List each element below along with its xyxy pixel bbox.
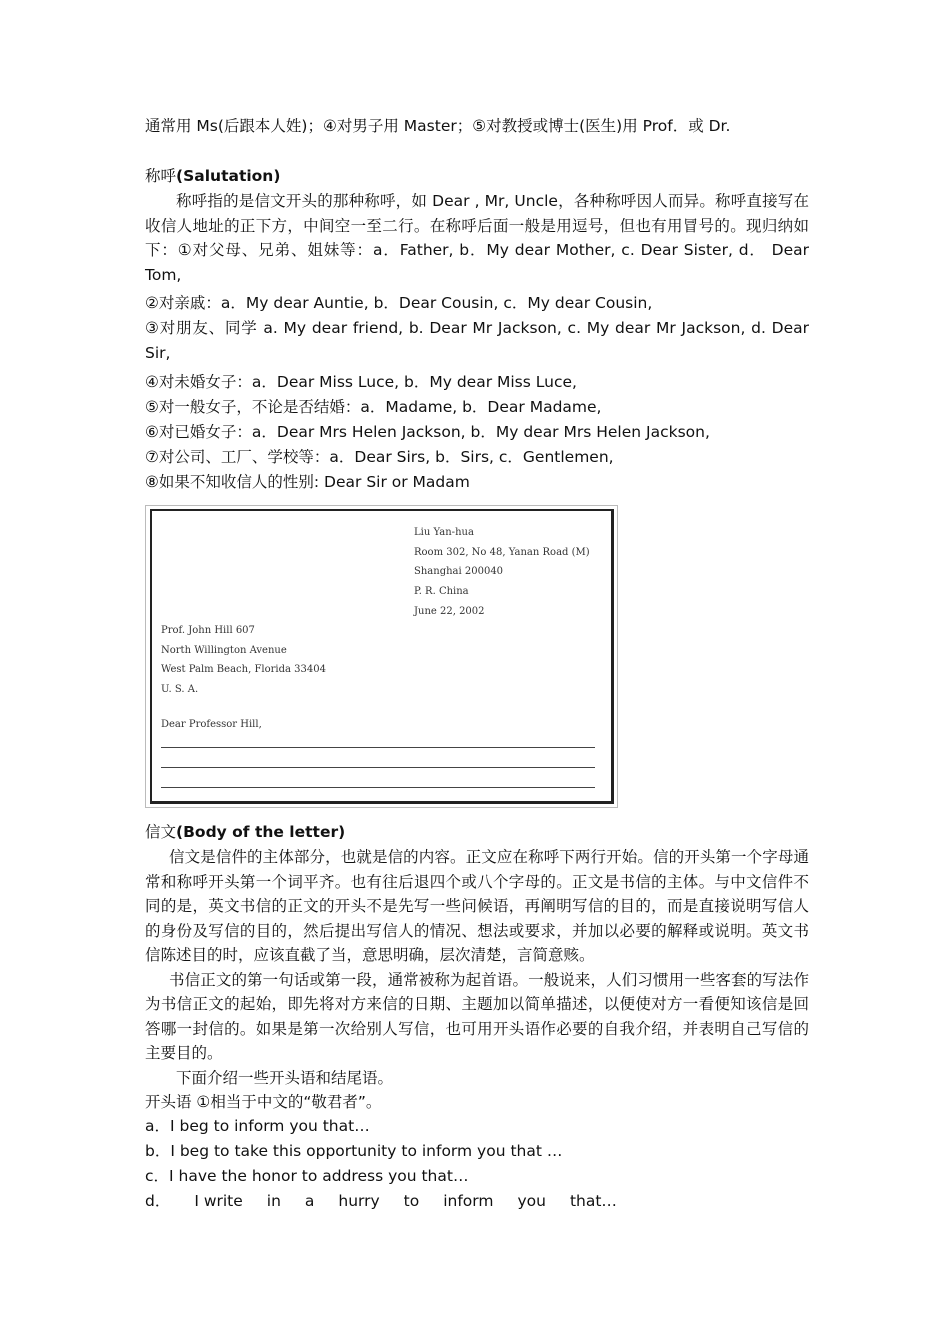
body-rule [161,767,595,768]
opening-phrase: a．I beg to inform you that… [145,1117,370,1135]
opening-phrase: c．I have the honor to address you that… [145,1167,469,1185]
opening-phrase-word: hurry [338,1192,380,1210]
sender-line: Liu Yan-hua [414,527,474,538]
salutation-heading-en: (Salutation) [176,167,281,185]
salutation-item: ⑧如果不知收信人的性别: Dear Sir or Madam [145,473,470,491]
salutation-item: ⑤对一般女子，不论是否结婚：a．Madame, b．Dear Madame, [145,398,602,416]
opening-phrase-d [145,1189,617,1214]
opening-phrase: b．I beg to take this opportunity to inform you that … [145,1142,563,1160]
sender-line: Room 302, No 48, Yanan Road (M) [414,546,590,558]
salutation-item: ③对朋友、同学 a. My dear friend, b. Dear Mr Jackson, c. My dear Mr Jackson, d. Dear Sir, [145,319,809,362]
body-heading [145,820,809,845]
opening-phrase-word: a [304,1192,315,1210]
body-heading-en: (Body of the letter) [176,823,346,841]
recipient-line: North Willington Avenue [161,644,287,656]
recipient-address [161,621,326,700]
salutation-item: ⑦对公司、工厂、学校等：a．Dear Sirs, b．Sirs, c．Gentlemen, [145,448,614,466]
salutation-item: ②对亲戚：a．My dear Auntie, b．Dear Cousin, c．My dear Cousin, [145,294,653,312]
body-paragraph-1: 信文是信件的主体部分，也就是信的内容。正文应在称呼下两行开始。信的开头第一个字母通常和称呼开头第一个词平齐。也有往后退四个或八个字母的。正文是书信的主体。与中文信件不同的是，英文书信的正文的开头不是先写一些问候语，再阐明写信的目的，而是直接说明写信人的身份及写信的目的，然后提出写信人的情况、想法或要求，并加以必要的解释或说明。英文书信陈述目的时，应该直截了当，意思明确，层次清楚，言简意赅。 [145,848,809,964]
salutation-paragraph: 称呼指的是信文开头的那种称呼，如 Dear , Mr, Uncle，各种称呼因人而异。称呼直接写在收信人地址的正下方，中间空一至二行。在称呼后面一般是用逗号，但也有用冒号的。现归纳如下：①对父母、兄弟、姐妹等：a．Father, b．My dear Mother, c. Dear Sister, d． Dear Tom, [145,192,809,284]
body-rule [161,787,595,788]
recipient-line: Prof. John Hill 607 [161,625,255,636]
letter-frame [150,509,614,804]
letter-greeting: Dear Professor Hill, [161,719,262,730]
body-paragraph-3: 下面介绍一些开头语和结尾语。 [176,1068,394,1087]
salutation-list [145,291,809,495]
opening-phrase-word: that… [569,1192,617,1210]
salutation-heading [145,164,809,189]
sender-line: Shanghai 200040 [414,566,504,578]
opening-phrase-word: you [517,1192,546,1210]
intro-line: 通常用 Ms(后跟本人姓)；④对男子用 Master；⑤对教授或博士(医生)用 Prof．或 Dr. [145,117,731,135]
sender-line: P. R. China [414,586,469,598]
salutation-item: ④对未婚女子：a．Dear Miss Luce, b．My dear Miss Luce, [145,373,577,391]
letter-format-figure [145,505,618,808]
opening-phrase-word: inform [443,1192,494,1210]
letter-date: June 22, 2002 [414,605,485,617]
body-rule [161,747,595,748]
opening-phrases-label: 开头语 ①相当于中文的“敬君者”。 [145,1093,382,1111]
document-page [145,114,809,1214]
body-paragraph-2: 书信正文的第一句话或第一段，通常被称为起首语。一般说来，人们习惯用一些客套的写法作为书信正文的起始，即先将对方来信的日期、主题加以简单描述，以便使对方一看便知该信是回答哪一封信的。如果是第一次给别人写信，也可用开头语作必要的自我介绍，并表明自己写信的主要目的。 [145,970,809,1062]
recipient-line: U. S. A. [161,684,199,696]
sender-address [414,523,590,621]
opening-phrase-word: d． [145,1192,171,1210]
opening-phrase-word: I write [194,1192,243,1210]
opening-phrase-word: in [266,1192,281,1210]
salutation-item: ⑥对已婚女子：a．Dear Mrs Helen Jackson, b．My dear Mrs Helen Jackson, [145,423,710,441]
salutation-heading-cn: 称呼 [145,167,177,185]
body-heading-cn: 信文 [145,823,177,841]
opening-phrase-word: to [403,1192,420,1210]
recipient-line: West Palm Beach, Florida 33404 [161,664,326,676]
